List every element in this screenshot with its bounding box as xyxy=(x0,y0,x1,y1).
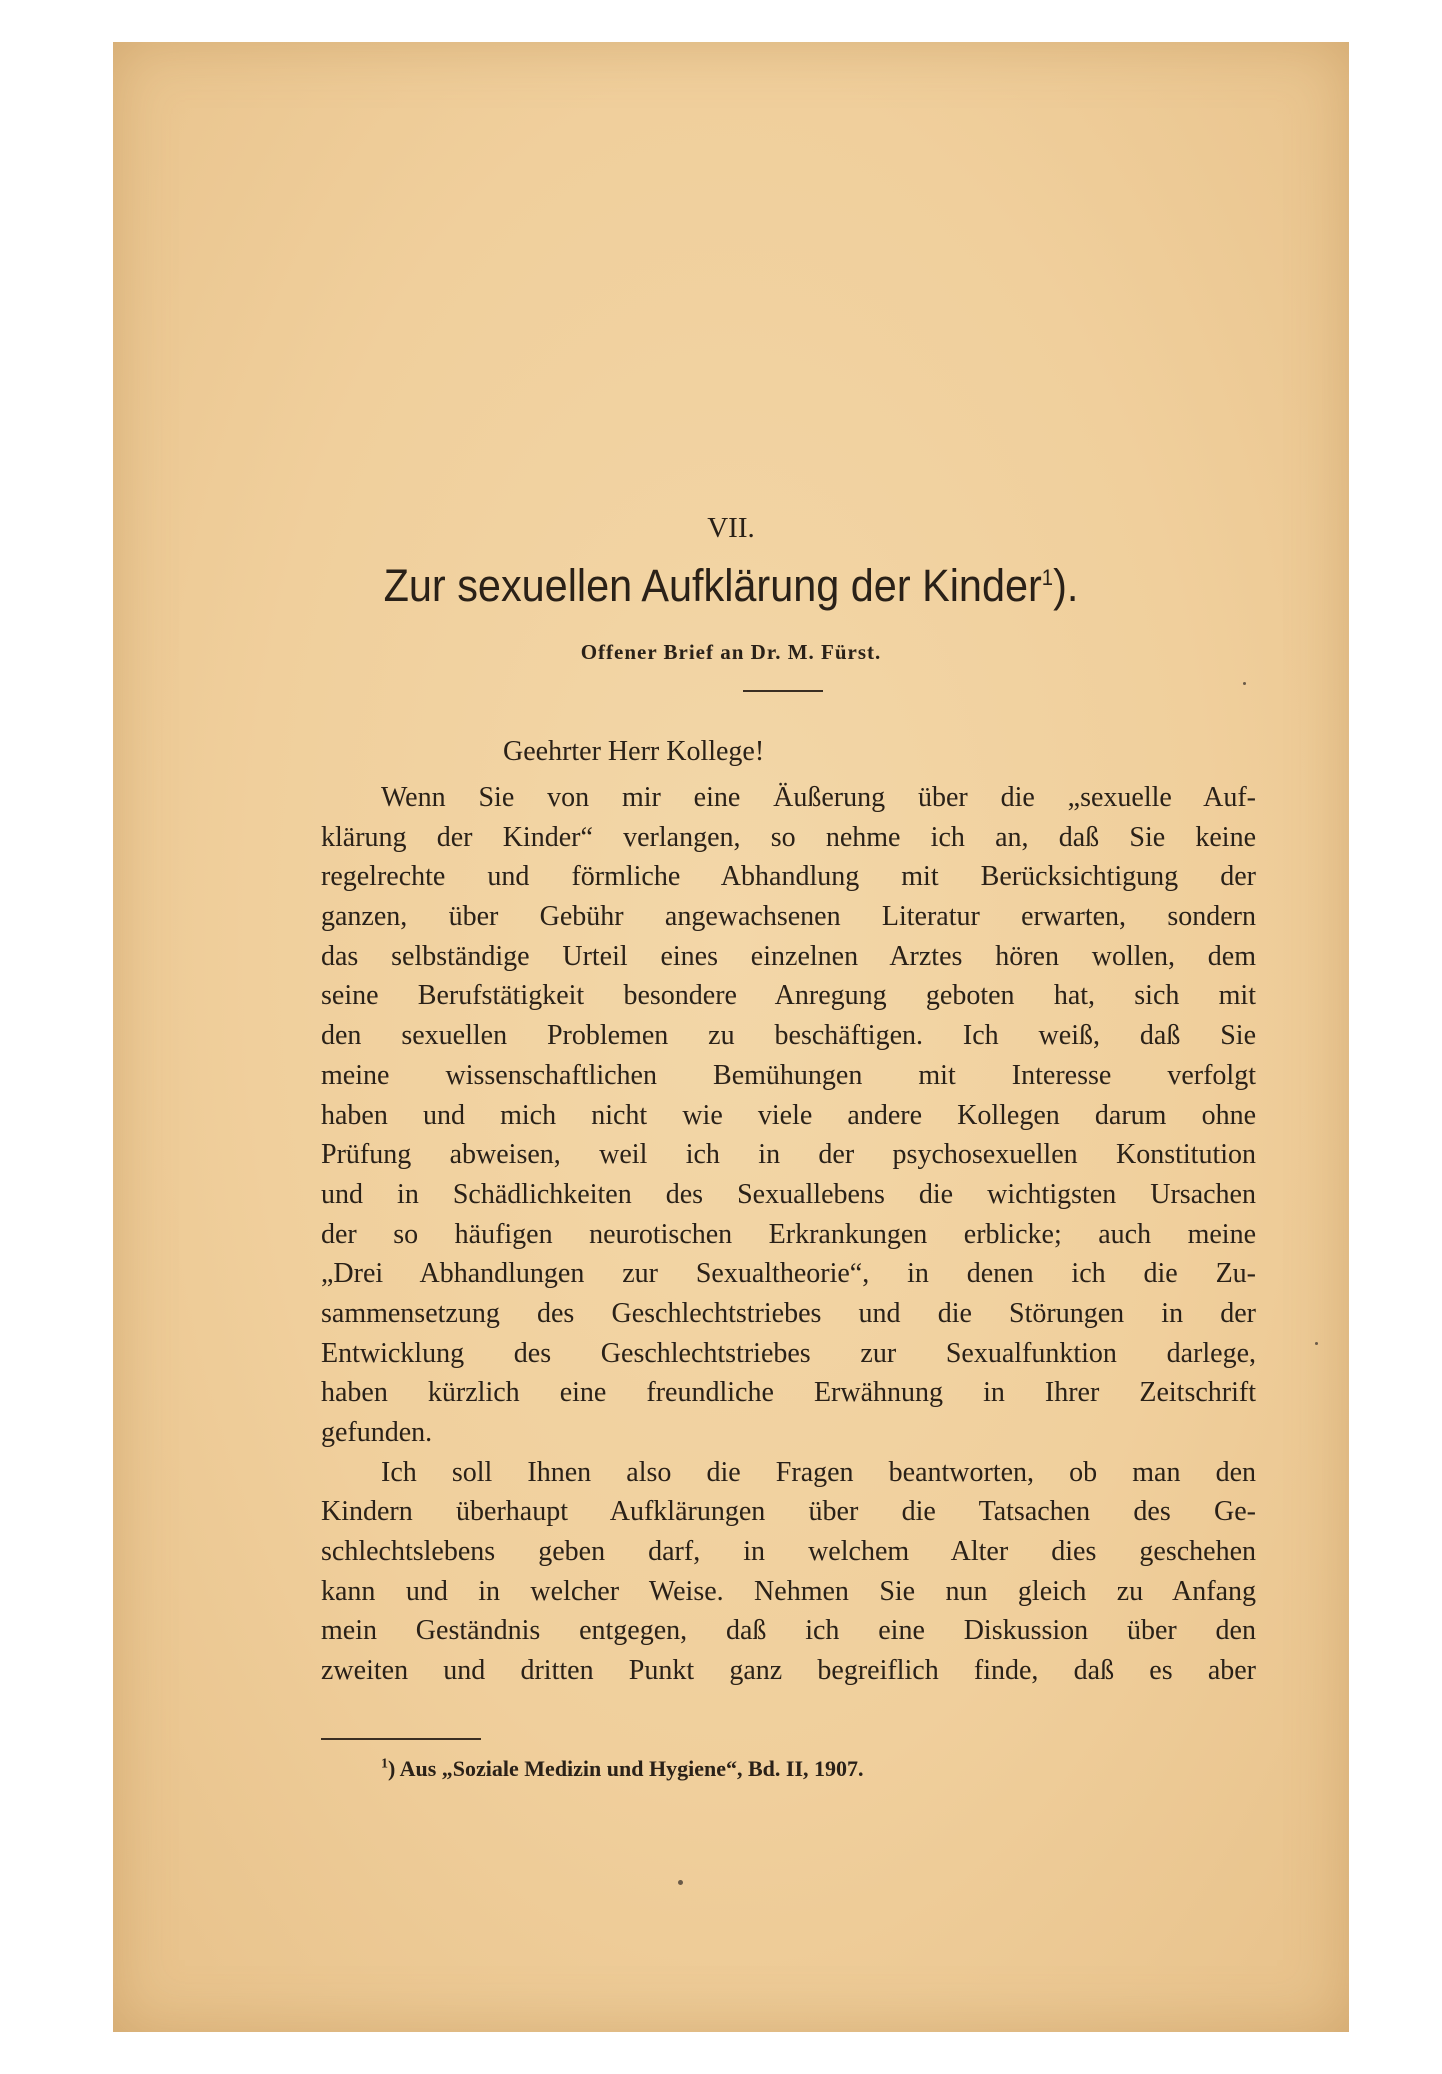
footnote-mark: 1 xyxy=(381,1756,388,1772)
body-line: kann und in welcher Weise. Nehmen Sie nun gleich zu Anfang xyxy=(321,1575,1256,1607)
body-line: der so häufigen neurotischen Erkrankungen erblicke; auch meine xyxy=(321,1218,1256,1250)
body-line: regelrechte und förmliche Abhandlung mit Berücksichtigung der xyxy=(321,861,1256,893)
body-line: schlechtslebens geben darf, in welchem Alter dies geschehen xyxy=(321,1536,1256,1568)
body-line: „Drei Abhandlungen zur Sexualtheorie“, in denen ich die Zu- xyxy=(321,1258,1256,1290)
paper-speck xyxy=(1315,1342,1318,1345)
paper-speck xyxy=(678,1880,683,1885)
title-divider xyxy=(743,690,823,692)
title-text: Zur sexuellen Aufklärung der Kinder xyxy=(383,560,1042,611)
scanned-page xyxy=(113,42,1349,2032)
body-line: seine Berufstätigkeit besondere Anregung geboten hat, sich mit xyxy=(321,980,1256,1012)
footnote-divider xyxy=(321,1738,481,1740)
footnote-text: ) Aus „Soziale Medizin und Hygiene“, Bd. II, 1907. xyxy=(388,1756,864,1781)
salutation: Geehrter Herr Kollege! xyxy=(503,736,765,767)
subtitle: Offener Brief an Dr. M. Fürst. xyxy=(580,640,882,664)
body-line: haben und mich nicht wie viele andere Kollegen darum ohne xyxy=(321,1099,1256,1131)
body-line: sammensetzung des Geschlechtstriebes und die Störungen in der xyxy=(321,1297,1256,1329)
body-line: mein Geständnis entgegen, daß ich eine Diskussion über den xyxy=(321,1615,1256,1647)
body-line: zweiten und dritten Punkt ganz begreiflich finde, daß es aber xyxy=(321,1655,1256,1687)
title-end: ). xyxy=(1053,560,1079,611)
body-line: klärung der Kinder“ verlangen, so nehme ich an, daß Sie keine xyxy=(321,821,1256,853)
footnote xyxy=(381,1756,864,1782)
body-line: Prüfung abweisen, weil ich in der psychosexuellen Konstitution xyxy=(321,1139,1256,1171)
body-line: Ich soll Ihnen also die Fragen beantworten, ob man den xyxy=(381,1456,1256,1488)
body-line: meine wissenschaftlichen Bemühungen mit Interesse verfolgt xyxy=(321,1059,1256,1091)
body-line: und in Schädlichkeiten des Sexuallebens die wichtigsten Ursachen xyxy=(321,1178,1256,1210)
body-line: haben kürzlich eine freundliche Erwähnung in Ihrer Zeitschrift xyxy=(321,1377,1256,1409)
body-line: gefunden. xyxy=(321,1417,433,1448)
body-line: den sexuellen Problemen zu beschäftigen. Ich weiß, daß Sie xyxy=(321,1020,1256,1052)
chapter-title xyxy=(162,560,1299,612)
title-footnote-mark: 1 xyxy=(1041,565,1054,590)
body-line: das selbständige Urteil eines einzelnen Arztes hören wollen, dem xyxy=(321,940,1256,972)
chapter-number: VII. xyxy=(707,512,755,544)
body-line: Entwicklung des Geschlechtstriebes zur Sexualfunktion darlege, xyxy=(321,1337,1256,1369)
body-line: Wenn Sie von mir eine Äußerung über die „sexuelle Auf- xyxy=(381,782,1256,813)
paper-speck xyxy=(1243,682,1246,685)
letter-body xyxy=(321,778,1256,1691)
body-line: Kindern überhaupt Aufklärungen über die Tatsachen des Ge- xyxy=(321,1496,1256,1528)
body-line: ganzen, über Gebühr angewachsenen Literatur erwarten, sondern xyxy=(321,901,1256,933)
